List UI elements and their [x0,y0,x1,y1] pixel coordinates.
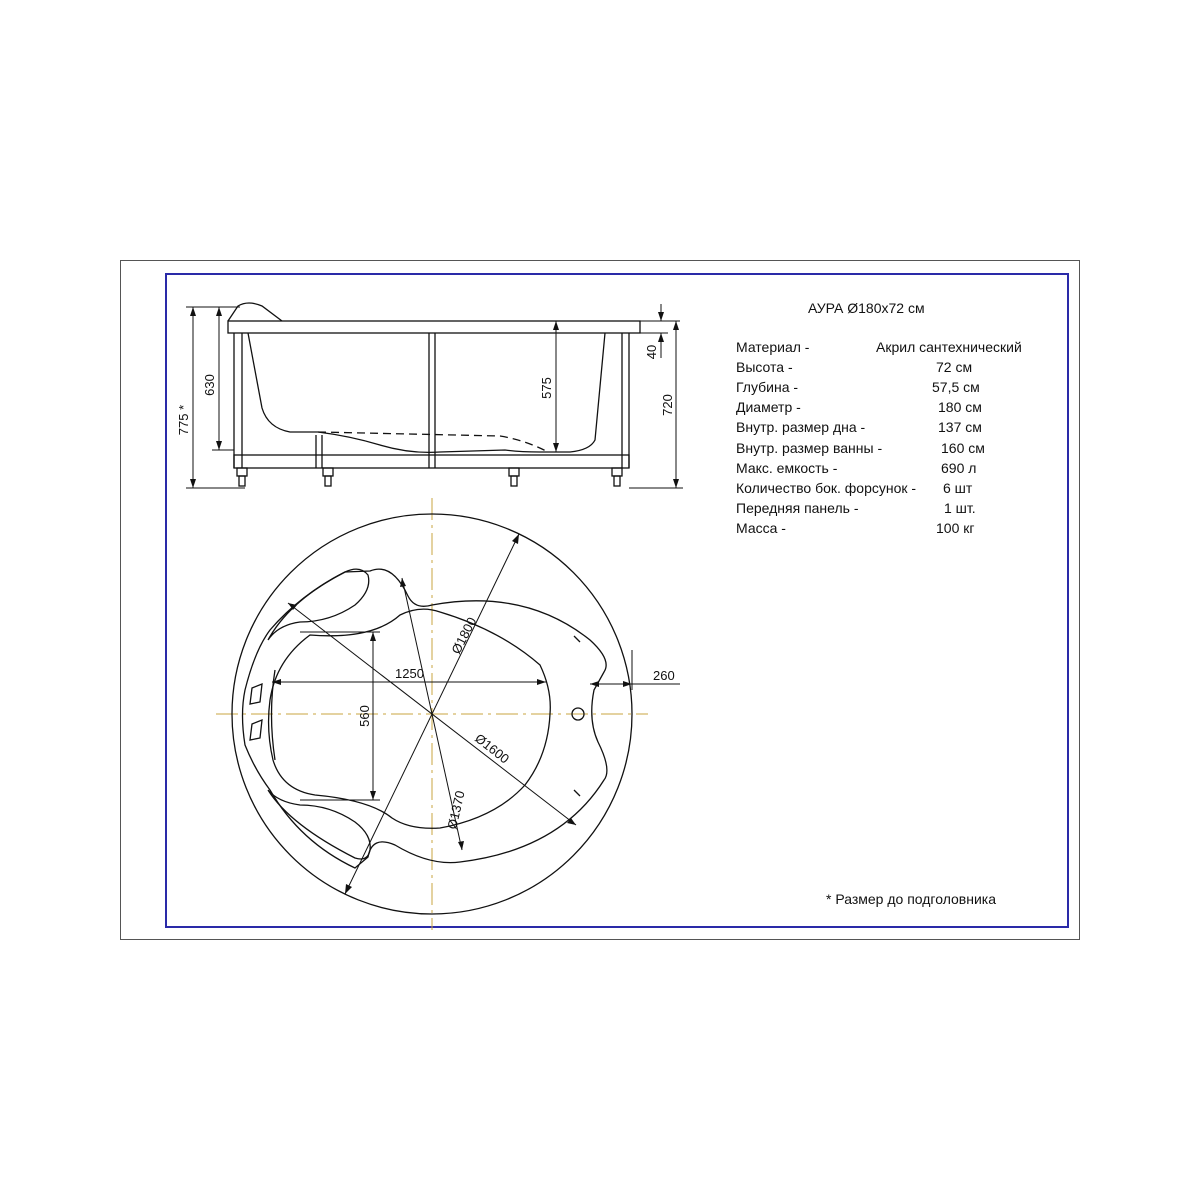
spec-value: 57,5 см [932,379,980,395]
spec-value: 1 шт. [944,500,976,516]
nozzle-2 [250,720,262,740]
spec-value: 180 см [938,399,982,415]
spec-value: 100 кг [936,520,975,536]
dim-label-d1800: Ø1800 [448,614,480,657]
dim-label-775: 775 * [176,404,191,436]
dim-label-260: 260 [653,668,675,683]
spec-label: Передняя панель - [736,500,859,516]
dim-label-1250: 1250 [395,666,424,681]
spec-value: 137 см [938,419,982,435]
rim-mark-2 [574,790,580,796]
spec-label: Макс. емкость - [736,460,838,476]
dim-label-575: 575 [539,377,554,399]
spec-label: Глубина - [736,379,799,395]
tub-bottom-hidden-line [318,432,548,452]
rim-mark-1 [574,636,580,642]
dim-label-d1370: Ø1370 [444,789,468,831]
dim-label-d1600: Ø1600 [472,730,513,767]
spec-value: 690 л [941,460,977,476]
spec-value: 160 см [941,440,985,456]
spec-label: Масса - [736,520,786,536]
spec-value: Акрил сантехнический [876,339,1022,355]
dim-label-40: 40 [644,344,659,360]
side-view [228,303,640,486]
spec-label: Внутр. размер ванны - [736,440,883,456]
dim-label-720: 720 [660,394,675,416]
inner-rim-contour-1600 [243,569,607,868]
spec-label: Материал - [736,339,810,355]
dim-label-560: 560 [357,705,372,727]
headrest-profile [228,303,282,321]
adjustable-feet [237,468,622,486]
spec-value: 72 см [936,359,973,375]
footnote: * Размер до подголовника [826,891,997,907]
bottom-contour-1370 [269,609,551,831]
tub-rim [228,321,640,333]
nozzle-1 [250,684,262,704]
spec-label: Высота - [736,359,793,375]
spec-label: Количество бок. форсунок - [736,480,917,496]
frame-base-rail [234,455,629,468]
spec-value: 6 шт [943,480,973,496]
dim-label-630: 630 [202,374,217,396]
spec-label: Диаметр - [736,399,801,415]
spec-label: Внутр. размер дна - [736,419,866,435]
product-title: АУРА Ø180x72 см [808,300,925,316]
